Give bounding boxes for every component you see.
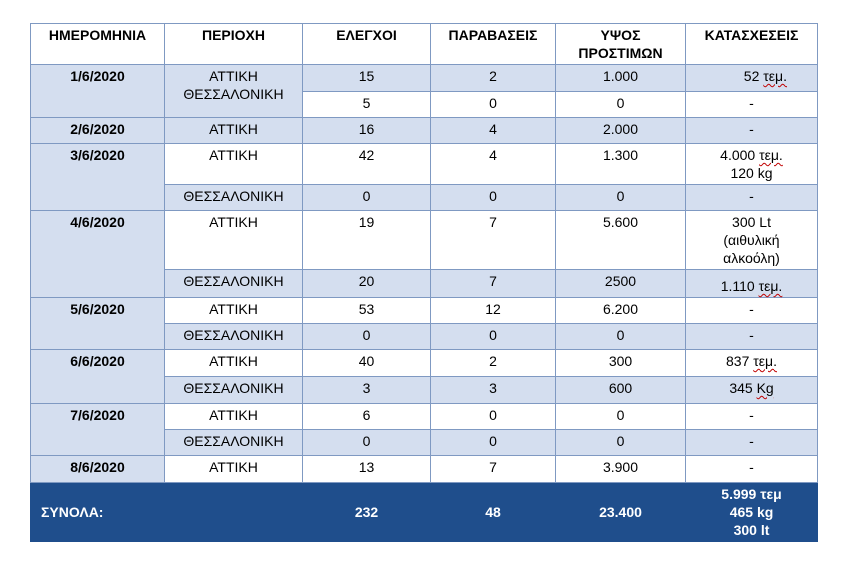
header-fines-line2: ΠΡΟΣΤΙΜΩΝ (578, 45, 663, 61)
region-cell: ΑΤΤΙΚΗ (165, 404, 303, 430)
checks-cell: 40 (303, 350, 431, 377)
fines-cell: 1.300 (556, 144, 686, 185)
totals-region-empty (165, 483, 303, 542)
date-cell: 3/6/2020 (31, 144, 165, 211)
violations-cell: 7 (431, 270, 556, 298)
seizure-num: 4.000 (720, 147, 756, 163)
checks-cell: 19 (303, 211, 431, 270)
fines-cell: 0 (556, 92, 686, 118)
region-cell: ΘΕΣΣΑΛΟΝΙΚΗ (165, 430, 303, 456)
totals-row (31, 483, 818, 542)
fines-cell: 2.000 (556, 118, 686, 144)
fines-cell: 0 (556, 404, 686, 430)
table-row (31, 118, 818, 144)
header-checks: ΕΛΕΓΧΟΙ (303, 24, 431, 65)
seizure-unit: τεμ. (763, 68, 787, 84)
region-cell: ΑΤΤΙΚΗ (165, 144, 303, 185)
totals-seizure-line: 5.999 τεμ (721, 486, 782, 502)
checks-cell: 16 (303, 118, 431, 144)
fines-cell: 2500 (556, 270, 686, 298)
seizure-cell: - (686, 92, 818, 118)
date-cell: 1/6/2020 (31, 65, 165, 118)
header-violations: ΠΑΡΑΒΑΣΕΙΣ (431, 24, 556, 65)
date-cell: 6/6/2020 (31, 350, 165, 404)
fines-cell: 0 (556, 324, 686, 350)
totals-seizure-line: 300 lt (733, 522, 770, 538)
table-row (31, 211, 818, 270)
checks-cell: 0 (303, 430, 431, 456)
table-row (31, 456, 818, 483)
seizure-cell (686, 144, 818, 185)
seizure-cell: - (686, 456, 818, 483)
totals-checks: 232 (303, 483, 431, 542)
region-cell: ΘΕΣΣΑΛΟΝΙΚΗ (165, 185, 303, 211)
totals-seizure-line: 465 kg (729, 504, 774, 520)
seizure-cell: - (686, 404, 818, 430)
seizure-cell: - (686, 430, 818, 456)
checks-cell: 13 (303, 456, 431, 483)
checks-cell: 5 (303, 92, 431, 118)
seizure-cell (686, 377, 818, 404)
seizure-unit: τεμ. (753, 353, 777, 369)
violations-cell: 0 (431, 92, 556, 118)
violations-cell: 0 (431, 324, 556, 350)
region-cell: ΑΤΤΙΚΗ (165, 298, 303, 324)
violations-cell: 4 (431, 118, 556, 144)
seizure-num: 1.110 (720, 278, 755, 294)
checks-cell: 42 (303, 144, 431, 185)
seizure-unit: Kg (756, 380, 774, 396)
violations-cell: 7 (431, 211, 556, 270)
fines-cell: 5.600 (556, 211, 686, 270)
checks-cell: 20 (303, 270, 431, 298)
header-seizures: ΚΑΤΑΣΧΕΣΕΙΣ (686, 24, 818, 65)
header-region: ΠΕΡΙΟΧΗ (165, 24, 303, 65)
totals-violations: 48 (431, 483, 556, 542)
region-line: ΘΕΣΣΑΛΟΝΙΚΗ (183, 86, 284, 102)
table-row (31, 144, 818, 185)
date-cell: 8/6/2020 (31, 456, 165, 483)
region-cell: ΑΤΤΙΚΗ (165, 350, 303, 377)
region-line: ΑΤΤΙΚΗ (209, 68, 258, 84)
inspections-table (30, 23, 818, 542)
fines-cell: 300 (556, 350, 686, 377)
seizure-cell (686, 270, 818, 298)
violations-cell: 7 (431, 456, 556, 483)
region-cell: ΘΕΣΣΑΛΟΝΙΚΗ (165, 324, 303, 350)
seizure-line: (αιθυλική (723, 232, 780, 248)
seizure-num: 345 (729, 380, 753, 396)
seizure-cell: - (686, 185, 818, 211)
header-fines-line1: ΥΨΟΣ (600, 27, 641, 43)
header-date: ΗΜΕΡΟΜΗΝΙΑ (31, 24, 165, 65)
date-cell: 4/6/2020 (31, 211, 165, 298)
date-cell: 2/6/2020 (31, 118, 165, 144)
totals-seizures (686, 483, 818, 542)
table-row (31, 65, 818, 92)
fines-cell: 0 (556, 430, 686, 456)
seizure-num: 52 (743, 68, 760, 84)
region-cell: ΘΕΣΣΑΛΟΝΙΚΗ (165, 270, 303, 298)
region-cell: ΘΕΣΣΑΛΟΝΙΚΗ (165, 377, 303, 404)
seizure-cell (686, 65, 818, 92)
violations-cell: 0 (431, 430, 556, 456)
violations-cell: 2 (431, 65, 556, 92)
seizure-num: 837 (726, 353, 750, 369)
violations-cell: 2 (431, 350, 556, 377)
seizure-cell (686, 211, 818, 270)
violations-cell: 0 (431, 404, 556, 430)
seizure-line: αλκοόλη) (723, 250, 780, 266)
table-row (31, 298, 818, 324)
seizure-cell: - (686, 324, 818, 350)
seizure-unit: τεμ. (759, 147, 783, 163)
header-fines (556, 24, 686, 65)
seizure-cell: - (686, 298, 818, 324)
seizure-unit: τεμ. (758, 278, 783, 294)
seizure-line: 120 kg (730, 165, 773, 181)
checks-cell: 0 (303, 185, 431, 211)
seizure-cell: - (686, 118, 818, 144)
fines-cell: 600 (556, 377, 686, 404)
region-cell: ΑΤΤΙΚΗ (165, 456, 303, 483)
checks-cell: 53 (303, 298, 431, 324)
totals-label: ΣΥΝΟΛΑ: (31, 483, 165, 542)
fines-cell: 3.900 (556, 456, 686, 483)
region-cell (165, 65, 303, 118)
violations-cell: 4 (431, 144, 556, 185)
table-row (31, 350, 818, 377)
region-cell: ΑΤΤΙΚΗ (165, 211, 303, 270)
violations-cell: 3 (431, 377, 556, 404)
table-row (31, 404, 818, 430)
checks-cell: 0 (303, 324, 431, 350)
fines-cell: 1.000 (556, 65, 686, 92)
violations-cell: 12 (431, 298, 556, 324)
header-row (31, 24, 818, 65)
checks-cell: 3 (303, 377, 431, 404)
checks-cell: 6 (303, 404, 431, 430)
region-cell: ΑΤΤΙΚΗ (165, 118, 303, 144)
date-cell: 7/6/2020 (31, 404, 165, 456)
checks-cell: 15 (303, 65, 431, 92)
seizure-cell (686, 350, 818, 377)
fines-cell: 0 (556, 185, 686, 211)
seizure-line: 300 Lt (732, 214, 771, 230)
fines-cell: 6.200 (556, 298, 686, 324)
date-cell: 5/6/2020 (31, 298, 165, 350)
totals-fines: 23.400 (556, 483, 686, 542)
violations-cell: 0 (431, 185, 556, 211)
